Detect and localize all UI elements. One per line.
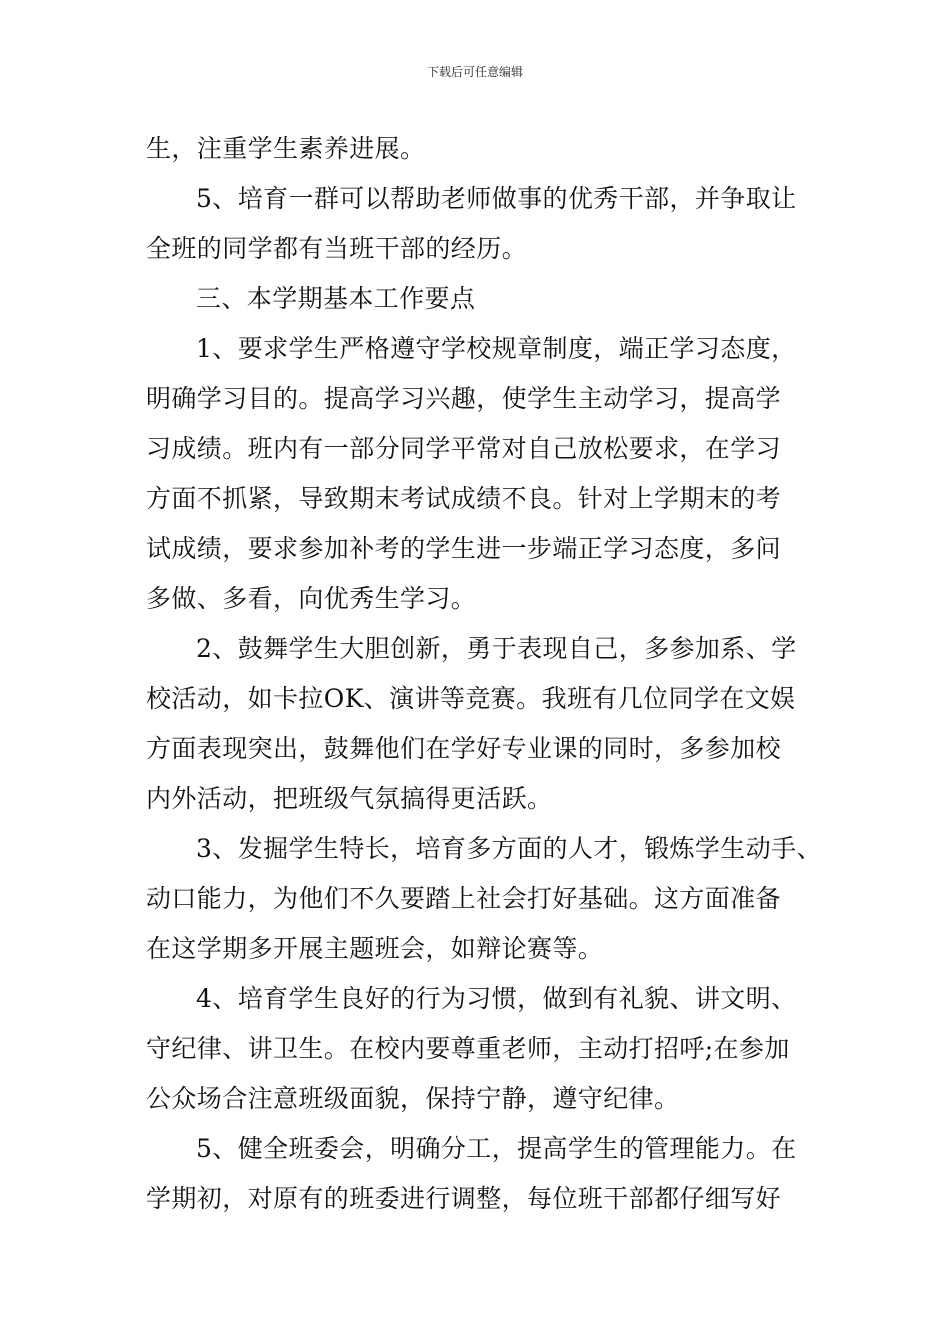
text-line: 学期初，对原有的班委进行调整，每位班干部都仔细写好 — [146, 1184, 782, 1213]
text-line: 5、健全班委会，明确分工，提高学生的管理能力。在 — [196, 1134, 797, 1163]
text-line: 明确学习目的。提高学习兴趣，使学生主动学习，提高学 — [146, 384, 782, 413]
page-header: 下载后可任意编辑 — [426, 65, 523, 79]
text-line: 动口能力，为他们不久要踏上社会打好基础。这方面准备 — [146, 884, 782, 913]
text-line: 3、发掘学生特长，培育多方面的人才，锻炼学生动手、 — [196, 834, 822, 863]
text-line: 试成绩，要求参加补考的学生进一步端正学习态度，多问 — [146, 534, 782, 563]
text-line: 公众场合注意班级面貌，保持宁静，遵守纪律。 — [146, 1084, 680, 1113]
text-line: 方面表现突出，鼓舞他们在学好专业课的同时，多参加校 — [146, 734, 782, 763]
text-line: 方面不抓紧，导致期末考试成绩不良。针对上学期末的考 — [146, 484, 782, 513]
text-line: 多做、多看，向优秀生学习。 — [146, 584, 477, 613]
text-line: 1、要求学生严格遵守学校规章制度，端正学习态度， — [196, 334, 797, 363]
text-line: 5、培育一群可以帮助老师做事的优秀干部，并争取让 — [196, 184, 797, 213]
text-line: 2、鼓舞学生大胆创新，勇于表现自己，多参加系、学 — [196, 634, 797, 663]
text-line: 全班的同学都有当班干部的经历。 — [146, 234, 528, 263]
document-body — [146, 124, 826, 1224]
text-line: 4、培育学生良好的行为习惯，做到有礼貌、讲文明、 — [196, 984, 797, 1013]
text-line: 守纪律、讲卫生。在校内要尊重老师，主动打招呼;在参加 — [146, 1034, 790, 1063]
text-line: 生，注重学生素养进展。 — [146, 134, 426, 163]
text-line: 校活动，如卡拉OK、演讲等竞赛。我班有几位同学在文娱 — [146, 684, 796, 713]
text-line: 习成绩。班内有一部分同学平常对自己放松要求，在学习 — [146, 434, 782, 463]
text-line: 内外活动，把班级气氛搞得更活跃。 — [146, 784, 553, 813]
text-line: 在这学期多开展主题班会，如辩论赛等。 — [146, 934, 604, 963]
section-heading: 三、本学期基本工作要点 — [196, 284, 476, 313]
